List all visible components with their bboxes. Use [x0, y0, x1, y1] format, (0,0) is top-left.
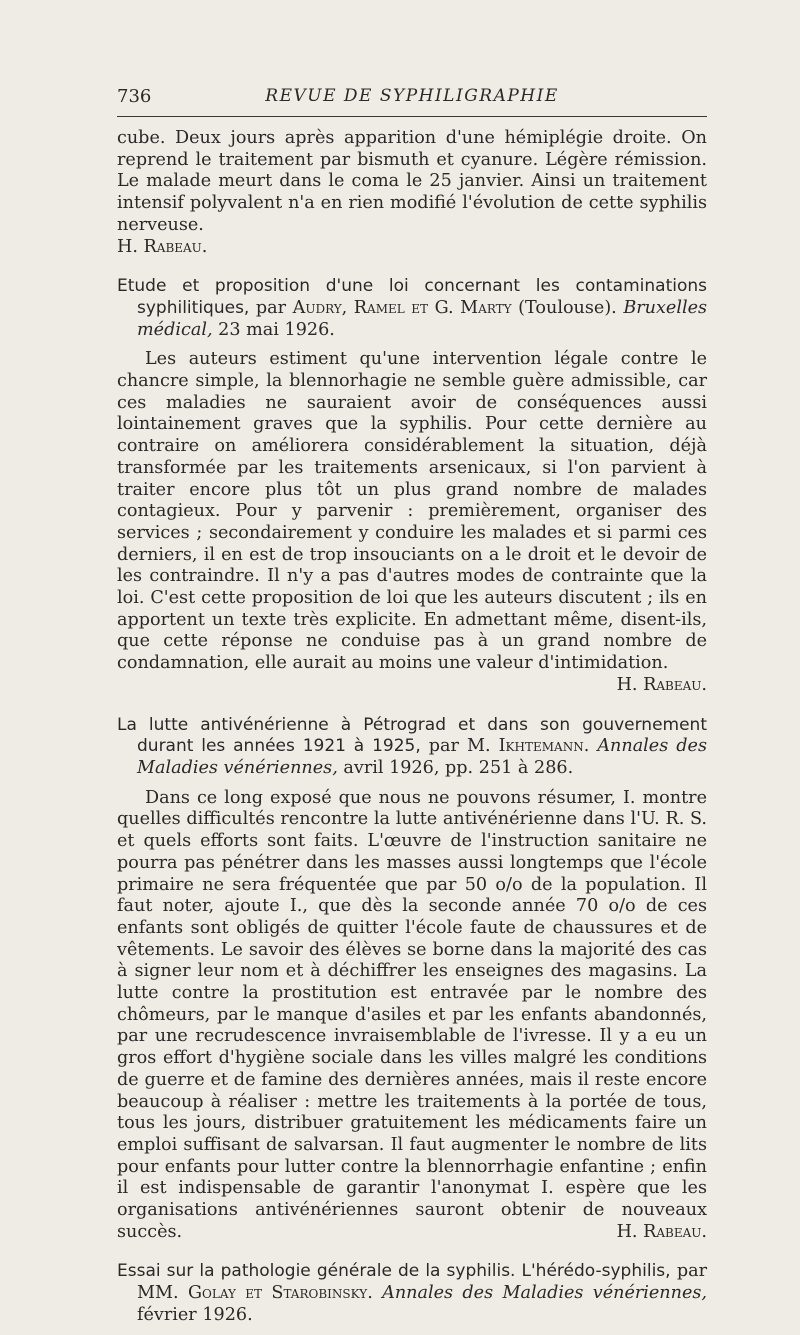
article-3-date: février 1926. [137, 1304, 253, 1325]
article-1-date: 23 mai 1926. [218, 319, 335, 340]
page-header [117, 86, 707, 112]
article-1-journal: Bruxelles médical, [137, 297, 708, 340]
article-1-authors: Audry, Ramel et G. Marty [292, 297, 512, 318]
article-3-authors: Golay et Starobinsky. [187, 1283, 373, 1304]
article-2-date: avril 1926, pp. 251 à 286. [343, 757, 574, 778]
article-1-body: Les auteurs estiment qu'une intervention légale contre le chancre simple, la blennorhagie ne semble guère admissible, car ces maladies ne sauraient avoir de conséquences aussi lointainement graves que la syphilis. Pour cette dernière au contraire on améliorera considérablement la situation, déjà transformée par les traitements arsenicaux, si l'on parvient à traiter encore plus tôt un plus grand nombre de malades contagieux. Pour y parvenir : premièrement, organiser des services ; secondairement y conduire les malades et si parmi ces derniers, il en est de trop insouciants on a le droit et le devoir de les contraindre. Il n'y a pas d'autres modes de contrainte que la loi. C'est cette proposition de loi que les auteurs discutent ; ils en apportent un texte très explicite. En admettant même, disent-ils, que cette réponse ne conduise pas à un grand nombre de condamnation, elle aurait au moins une valeur d'intimidation. H. Rabeau. [117, 349, 707, 695]
article-1-heading [117, 276, 707, 341]
intro-signature: H. Rabeau. [117, 236, 208, 257]
article-1-signature: H. Rabeau. [616, 674, 707, 695]
article-1-byline-prefix: par [255, 297, 287, 318]
article-3-journal: Annales des Maladies vénériennes, [382, 1283, 707, 1304]
intro-paragraph: cube. Deux jours après apparition d'une hémiplégie droite. On reprend le traitement par bismuth et cyanure. Légère rémission. Le malade meurt dans le coma le 25 janvier. Ainsi un traitement intensif polyvalent n'a en rien modifié l'évolution de cette syphilis nerveuse. [117, 128, 707, 235]
text-column [117, 128, 707, 1335]
article-2-title: La lutte antivénérienne à Pétrograd et dans son gouvernement durant les années 1921 à 1925, [117, 714, 707, 757]
article-3-title: Essai sur la pathologie générale de la syphilis. L'hérédo-syphilis, [117, 1261, 671, 1282]
article-2-body: Dans ce long exposé que nous ne pouvons résumer, I. montre quelles difficultés rencontre la lutte antivénérienne dans l'U. R. S. et quels efforts sont faits. L'œuvre de l'instruction sanitaire ne pourra pas pénétrer dans les masses aussi longtemps que l'école primaire ne sera fréquentée que par 50 o/o de la population. Il faut noter, ajoute I., que dès la seconde année 70 o/o de ces enfants sont obligés de quitter l'école faute de chaussures et de vêtements. Le savoir des élèves se borne dans la majorité des cas à signer leur nom et à déchiffrer les enseignes des magasins. La lutte contre la prostitution est entravée par le nombre des chômeurs, par le manque d'asiles et par les enfants abandonnés, par une recrudescence invraisemblable de l'ivresse. Il y a eu un gros effort d'hygiène sociale dans les villes malgré les conditions de guerre et de famine des dernières années, mais il reste encore beaucoup à réaliser : mettre les traitements à la portée de tous, tous les jours, distribuer gratuitement les médicaments faire un emploi suffisant de salvarsan. Il faut augmenter le nombre de lits pour enfants pour lutter contre la blennorrhagie enfantine ; enfin il est indispensable de garantir l'anonymat I. espère que les organisations antivénériennes sauront obtenir de nouveaux succès. H. Rabeau. [117, 787, 707, 1242]
page-number: 736 [117, 86, 152, 107]
article-2-byline-prefix: par M. [428, 736, 491, 757]
article-1-title: Etude et proposition d'une loi concernant les contaminations syphilitiques, [117, 276, 707, 318]
article-1-body-block [117, 349, 707, 696]
article-2-heading [117, 715, 707, 780]
article-1-place: (Toulouse). [518, 297, 617, 318]
article-3-byline-prefix: par MM. [137, 1261, 708, 1304]
article-2-authors: Ikhtemann. [498, 736, 590, 757]
article-2-journal: Annales des Maladies vénériennes, [137, 736, 707, 778]
running-title: REVUE DE SYPHILIGRAPHIE [265, 86, 559, 106]
article-2-signature: H. Rabeau. [616, 1221, 707, 1242]
article-2-body-block [117, 788, 707, 1244]
header-rule [117, 116, 707, 117]
